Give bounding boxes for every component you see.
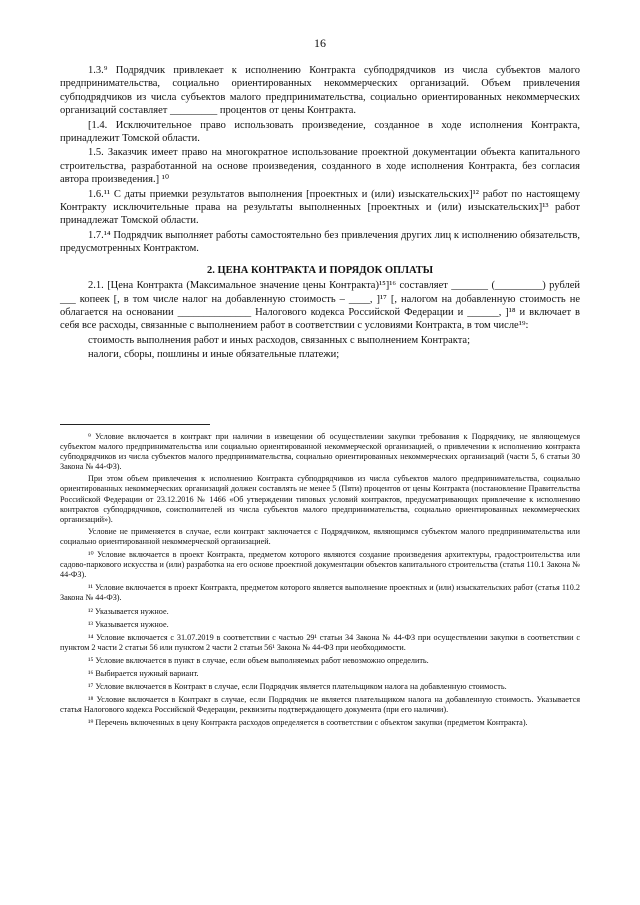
clause-2-1-item-cost: стоимость выполнения работ и иных расходов, связанных с выполнением Контракта; [88,334,471,346]
footnote-12: ¹² Указывается нужное. [88,606,169,616]
clause-1-5: 1.5. Заказчик имеет право на многократное использование проектной документации объекта капитального строительства, разработанной на основе произведения, созданного в ходе исполнения Контракта, без согласия автора произведения.] ¹⁰ [60,147,580,186]
clause-1-4: [1.4. Исключительное право использовать произведение, созданное в ходе исполнения Контракта, принадлежит Томской области. [60,119,580,145]
clause-2-1: 2.1. [Цена Контракта (Максимальное значение цены Контракта)¹⁵]¹⁶ составляет _______ (_________) рублей ___ копеек [, в том числе налог на добавленную стоимость – ____, ]¹⁷ [, налогом на добавленную стоимость не облагается на основании ______________ Налогового кодекса Российской Федерации и ______, ]¹⁸ и включает в себя все расходы, связанные с выполнением работ в соответствии с условиями Контракта, в том числе¹⁹: [60,280,580,332]
clause-1-3: 1.3.⁹ Подрядчик привлекает к исполнению Контракта субподрядчиков из числа субъектов малого предпринимательства, социально ориентированных некоммерческих организаций. Объем привлечения субподрядчиков из числа субъектов малого предпринимательства, социально ориентированных некоммерческих организаций составляет _________ процентов от цены Контракта. [60,65,580,117]
footnote-9: ⁹ Условие включается в контракт при наличии в извещении об осуществлении закупки требования к Подрядчику, не являющемуся субъектом малого предпринимательства или социально ориентированной некоммерческой организацией, о привлечении к исполнению контракта субподрядчиков из числа субъектов малого предпринимательства, социально ориентированных некоммерческих организаций (части 5, 6 статьи 30 Закона № 44-ФЗ). [60,432,580,472]
footnote-17: ¹⁷ Условие включается в Контракт в случае, если Подрядчик является плательщиком налога на добавленную стоимость. [88,682,507,692]
footnote-11: ¹¹ Условие включается в проект Контракта, предметом которого является выполнение проектных и (или) изыскательских работ (статья 110.2 Закона № 44-ФЗ). [60,583,580,603]
clause-1-6: 1.6.¹¹ С даты приемки результатов выполнения [проектных и (или) изыскательских]¹² работ по настоящему Контракту исключительные права на результаты выполненных [проектных и (или) изыскательских]¹³ работ принадлежат Томской области. [60,188,580,227]
footnote-separator [60,424,210,425]
footnote-19: ¹⁹ Перечень включенных в цену Контракта расходов определяется в соответствии с объектом закупки (предметом Контракта). [88,718,528,728]
clause-1-7: 1.7.¹⁴ Подрядчик выполняет работы самостоятельно без привлечения других лиц к исполнению обязательств, предусмотренных Контрактом. [60,229,580,255]
footnote-9-continued: При этом объем привлечения к исполнению Контракта субподрядчиков из числа субъектов малого предпринимательства, социально ориентированных некоммерческих организаций должен составлять не менее 5 (Пяти) процентов от цены Контракта (постановление Правительства Российской Федерации от 23.12.2016 № 1466 «Об утверждении типовых условий контрактов, предусматривающих привлечение к исполнению контрактов субподрядчиков, соисполнителей из числа субъектов малого предпринимательства, социально ориентированных некоммерческих организаций»). [60,474,580,524]
main-text [60,64,580,363]
footnote-16: ¹⁶ Выбирается нужный вариант. [88,668,199,678]
footnote-9-note: Условие не применяется в случае, если контракт заключается с Подрядчиком, являющимся субъектом малого предпринимательства или социально ориентированной некоммерческой организацией. [60,526,580,546]
footnote-13: ¹³ Указывается нужное. [88,619,169,629]
footnotes [60,432,580,731]
footnote-14: ¹⁴ Условие включается с 31.07.2019 в соответствии с частью 29¹ статьи 34 Закона № 44-ФЗ при осуществлении закупки в соответствии с пунктом 2 части 2 статьи 56 или пунктом 2 части 2 статьи 56¹ Закона № 44-ФЗ при необходимости. [60,632,580,652]
footnote-15: ¹⁵ Условие включается в пункт в случае, если объем выполняемых работ невозможно определить. [88,655,429,665]
clause-2-1-item-taxes: налоги, сборы, пошлины и иные обязательные платежи; [88,349,340,361]
page-number: 16 [314,36,326,50]
section-heading-2: 2. ЦЕНА КОНТРАКТА И ПОРЯДОК ОПЛАТЫ [206,264,434,276]
footnote-10: ¹⁰ Условие включается в проект Контракта, предметом которого являются создание произведения архитектуры, градостроительства или садово-паркового искусства и (или) разработка на его основе проектной документации объектов капитального строительства (статья 110.1 Закона № 44-ФЗ). [60,550,580,580]
footnote-18: ¹⁸ Условие включается в Контракт в случае, если Подрядчик не является плательщиком налога на добавленную стоимость. Указывается статья Налогового кодекса Российской Федерации, реквизиты подтверждающего документа (при его наличии). [60,695,580,715]
